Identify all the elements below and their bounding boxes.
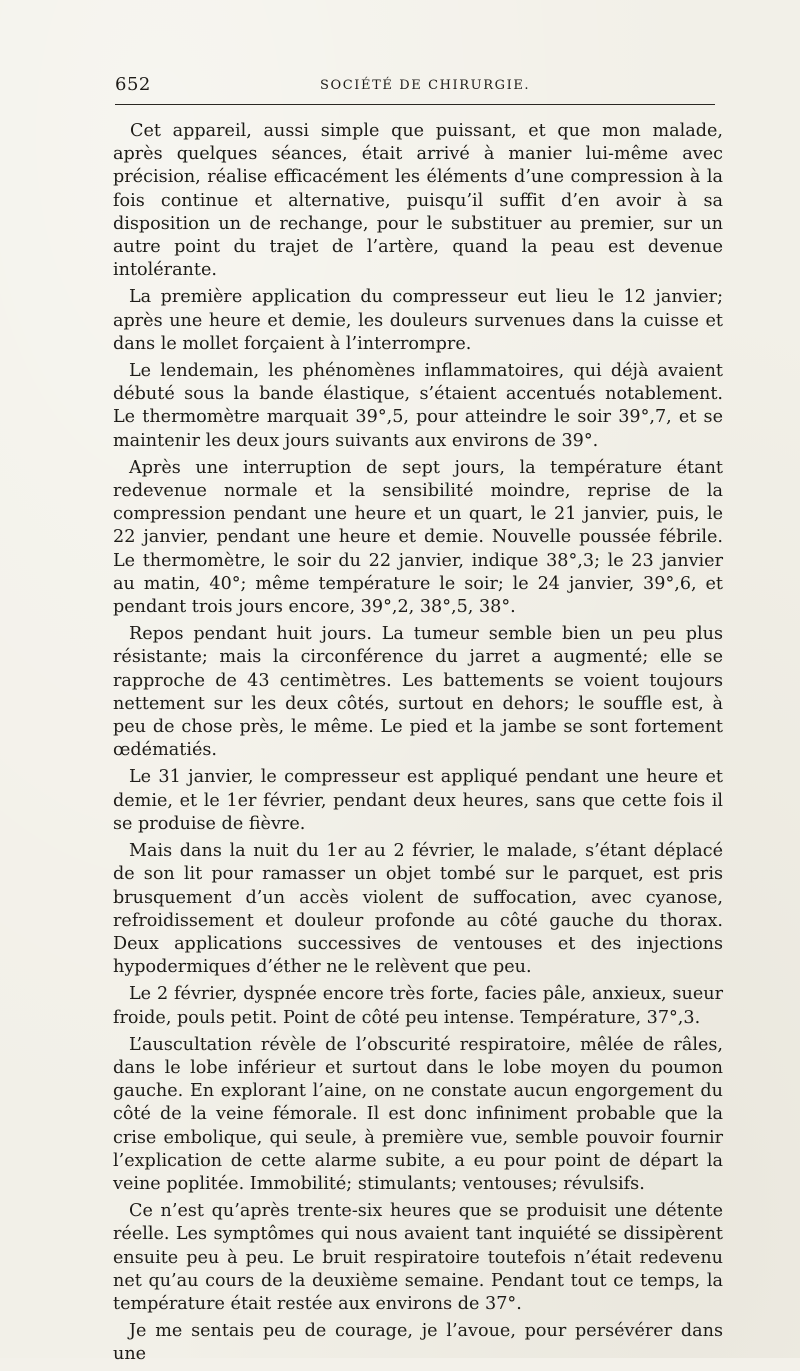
paragraph: La première application du compresseur eut lieu le 12 janvier; après une heure et demie, les douleurs survenues dans la cuisse et dans le mollet forçaient à l’interrompre. [113, 287, 723, 354]
paragraph: Le lendemain, les phénomènes inflammatoires, qui déjà avaient débuté sous la bande élastique, s’étaient accentués notablement. Le thermomètre marquait 39°,5, pour atteindre le soir 39°,7, et se maintenir les deux jours suivants aux environs de 39°. [113, 361, 723, 451]
paragraph: Le 2 février, dyspnée encore très forte, facies pâle, anxieux, sueur froide, pouls petit. Point de côté peu intense. Température, 37°,3. [113, 984, 723, 1028]
paragraph: Cet appareil, aussi simple que puissant, et que mon malade, après quelques séances, était arrivé à manier lui-même avec précision, réalise efficacément les éléments d’une compression à la fois continue et alternative, puisqu’il suffit d’en avoir à sa disposition un de rechange, pour le substituer au premier, sur un autre point du trajet de l’artère, quand la peau est devenue intolérante. [113, 121, 723, 281]
paragraph: Le 31 janvier, le compresseur est appliqué pendant une heure et demie, et le 1er février, pendant deux heures, sans que cette fois il se produise de fièvre. [113, 767, 723, 834]
paragraph: Mais dans la nuit du 1er au 2 février, le malade, s’étant déplacé de son lit pour ramasser un objet tombé sur le parquet, est pris brusquement d’un accès violent de suffocation, avec cyanose, refroidissement et douleur profonde au côté gauche du thorax. Deux applications successives de ventouses et des injections hypodermiques d’éther ne le relèvent que peu. [113, 841, 723, 978]
paragraph: Après une interruption de sept jours, la température étant redevenue normale et la sensibilité moindre, reprise de la compression pendant une heure et un quart, le 21 janvier, puis, le 22 janvier, pendant une heure et demie. Nouvelle poussée fébrile. Le thermomètre, le soir du 22 janvier, indique 38°,3; le 23 janvier au matin, 40°; même température le soir; le 24 janvier, 39°,6, et pendant trois jours encore, 39°,2, 38°,5, 38°. [113, 457, 723, 618]
paragraph: Ce n’est qu’après trente-six heures que se produisit une détente réelle. Les symptômes qui nous avaient tant inquiété se dissipèrent ensuite peu à peu. Le bruit respiratoire toutefois n’était redevenu net qu’au cours de la deuxième semaine. Pendant tout ce temps, la température était restée aux environs de 37°. [113, 1201, 723, 1314]
running-head [115, 68, 715, 98]
paragraph: Je me sentais peu de courage, je l’avoue, pour persévérer dans une [113, 1321, 723, 1365]
header-rule [115, 104, 715, 105]
page-number: 652 [115, 74, 151, 95]
journal-title: SOCIÉTÉ DE CHIRURGIE. [320, 78, 531, 93]
paragraph: Repos pendant huit jours. La tumeur semble bien un peu plus résistante; mais la circonférence du jarret a augmenté; elle se rapproche de 43 centimètres. Les battements se voient toujours nettement sur les deux côtés, surtout en dehors; le souffle est, à peu de chose près, le même. Le pied et la jambe se sont fortement œdématiés. [113, 624, 723, 761]
body-text [113, 120, 723, 1371]
paragraph: L’auscultation révèle de l’obscurité respiratoire, mêlée de râles, dans le lobe inférieur et surtout dans le lobe moyen du poumon gauche. En explorant l’aine, on ne constate aucun engorgement du côté de la veine fémorale. Il est donc infiniment probable que la crise embolique, qui seule, à première vue, semble pouvoir fournir l’explication de cette alarme subite, a eu pour point de départ la veine poplitée. Immobilité; stimulants; ventouses; révulsifs. [113, 1034, 723, 1194]
